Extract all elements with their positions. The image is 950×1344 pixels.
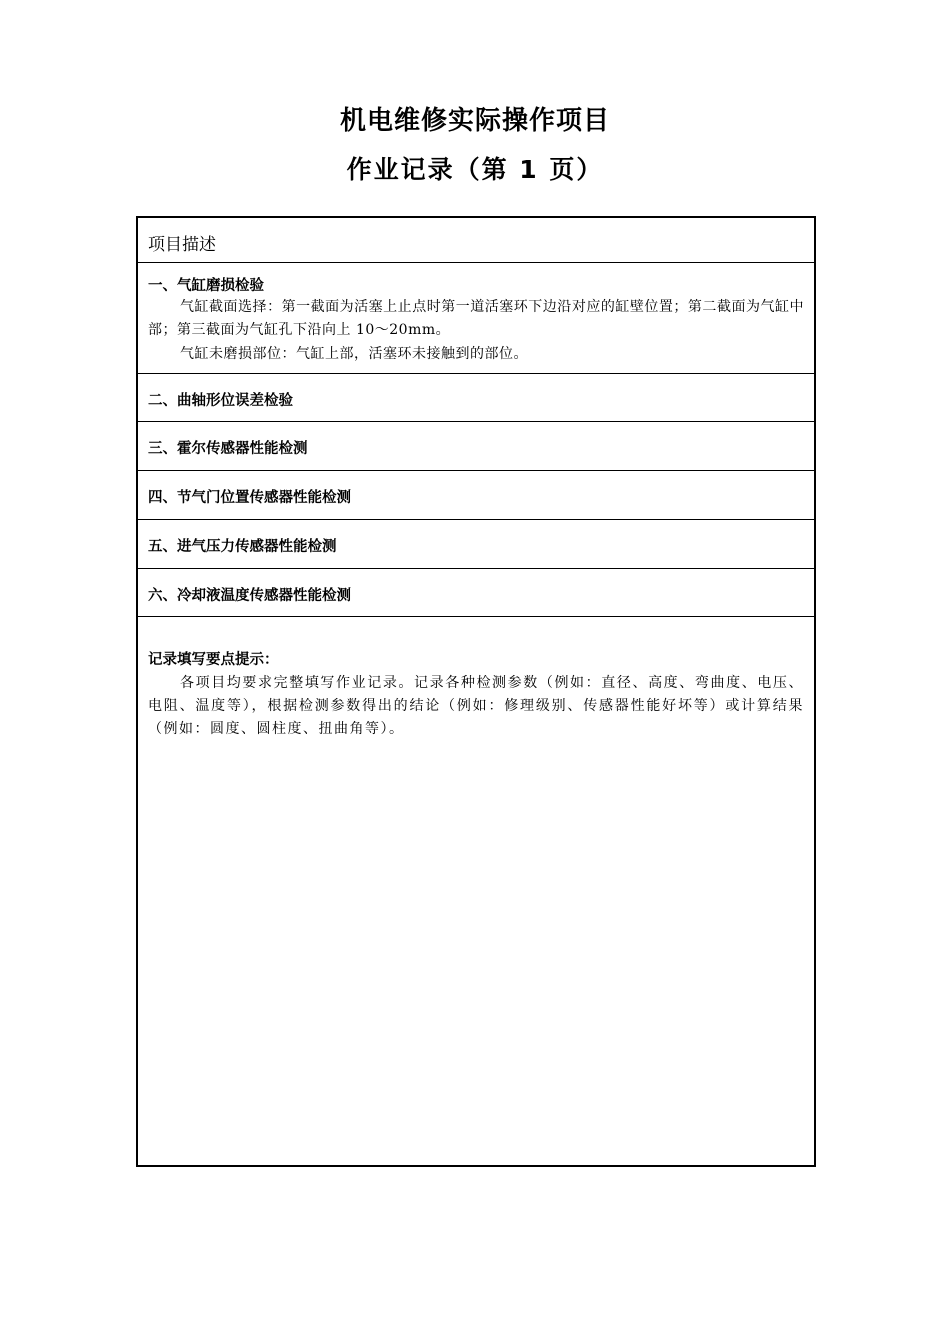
section-crankshaft	[138, 374, 814, 422]
section-title: 二、曲轴形位误差检验	[148, 393, 293, 409]
tips-title: 记录填写要点提示：	[148, 652, 279, 668]
section-paragraph: 气缸未磨损部位：气缸上部，活塞环未接触到的部位。	[180, 346, 528, 362]
section-title: 五、进气压力传感器性能检测	[148, 539, 337, 555]
section-title: 四、节气门位置传感器性能检测	[148, 490, 351, 506]
section-hall-sensor	[138, 422, 814, 471]
section-title: 六、冷却液温度传感器性能检测	[148, 588, 351, 604]
section-cylinder-wear	[138, 263, 814, 374]
section-title: 一、气缸磨损检验	[148, 278, 264, 294]
section-throttle-sensor	[138, 471, 814, 520]
document-subtitle: 作业记录（第 1 页）	[346, 155, 604, 184]
tips-text: 各项目均要求完整填写作业记录。记录各种检测参数（例如：直径、高度、弯曲度、电压、电阻、温度等），根据检测参数得出的结论（例如：修理级别、传感器性能好坏等）或计算结果（例如：圆度、圆柱度、扭曲角等）。	[148, 675, 804, 737]
table-header-row	[138, 218, 814, 263]
record-table	[136, 216, 816, 1167]
section-title: 三、霍尔传感器性能检测	[148, 441, 308, 457]
recording-tips	[148, 648, 804, 741]
document-title: 机电维修实际操作项目	[339, 106, 610, 136]
section-paragraph: 气缸截面选择：第一截面为活塞上止点时第一道活塞环下边沿对应的缸壁位置；第二截面为气缸中部；第三截面为气缸孔下沿向上 10～20mm。	[148, 299, 804, 338]
section-intake-pressure-sensor	[138, 520, 814, 569]
section-coolant-temp-sensor	[138, 569, 814, 617]
table-header-label: 项目描述	[148, 235, 216, 255]
